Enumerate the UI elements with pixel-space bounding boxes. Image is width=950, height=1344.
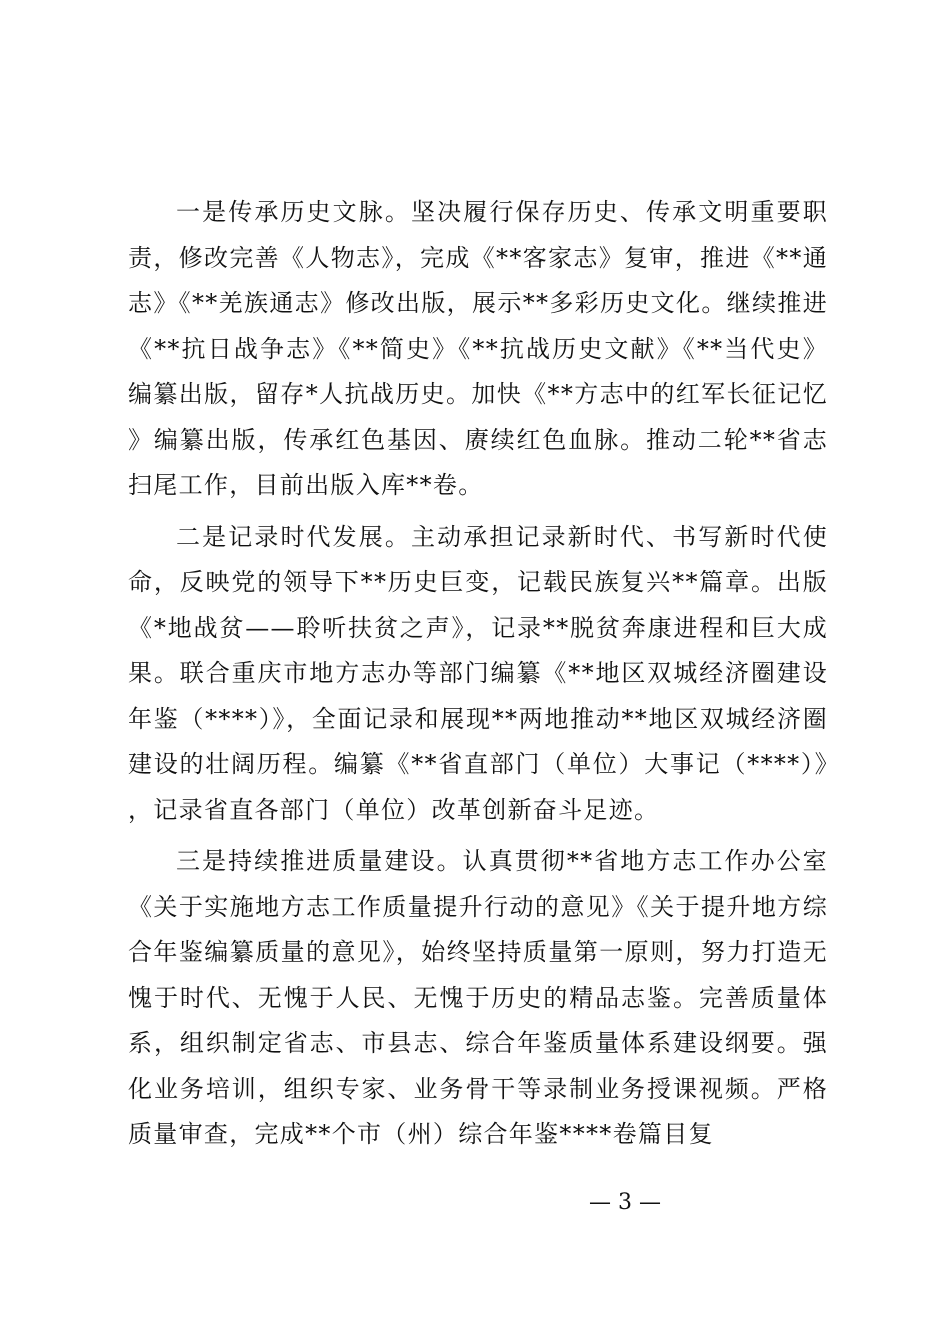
page-footer xyxy=(0,1188,950,1218)
document-body xyxy=(128,190,828,1158)
paragraph-development: 二是记录时代发展。主动承担记录新时代、书写新时代使命，反映党的领导下**历史巨变，记载民族复兴**篇章。出版《*地战贫——聆听扶贫之声》，记录**脱贫奔康进程和巨大成果。联合重庆市地方志办等部门编纂《**地区双城经济圈建设年鉴（****）》，全面记录和展现**两地推动**地区双城经济圈建设的壮阔历程。编纂《**省直部门（单位）大事记（****）》，记录省直各部门（单位）改革创新奋斗足迹。 xyxy=(128,522,828,824)
paragraph-heritage: 一是传承历史文脉。坚决履行保存历史、传承文明重要职责，修改完善《人物志》，完成《**客家志》复审，推进《**通志》《**羌族通志》修改出版，展示**多彩历史文化。继续推进《**抗日战争志》《**简史》《**抗战历史文献》《**当代史》编纂出版，留存*人抗战历史。加快《**方志中的红军长征记忆》编纂出版，传承红色基因、赓续红色血脉。推动二轮**省志扫尾工作，目前出版入库**卷。 xyxy=(128,198,828,499)
paragraph-quality: 三是持续推进质量建设。认真贯彻**省地方志工作办公室《关于实施地方志工作质量提升行动的意见》《关于提升地方综合年鉴编纂质量的意见》，始终坚持质量第一原则，努力打造无愧于时代、无愧于人民、无愧于历史的精品志鉴。完善质量体系，组织制定省志、市县志、综合年鉴质量体系建设纲要。强化业务培训，组织专家、业务骨干等录制业务授课视频。严格质量审查，完成**个市（州）综合年鉴****卷篇目复 xyxy=(128,847,828,1148)
page-number: — 3 — xyxy=(589,1190,661,1215)
